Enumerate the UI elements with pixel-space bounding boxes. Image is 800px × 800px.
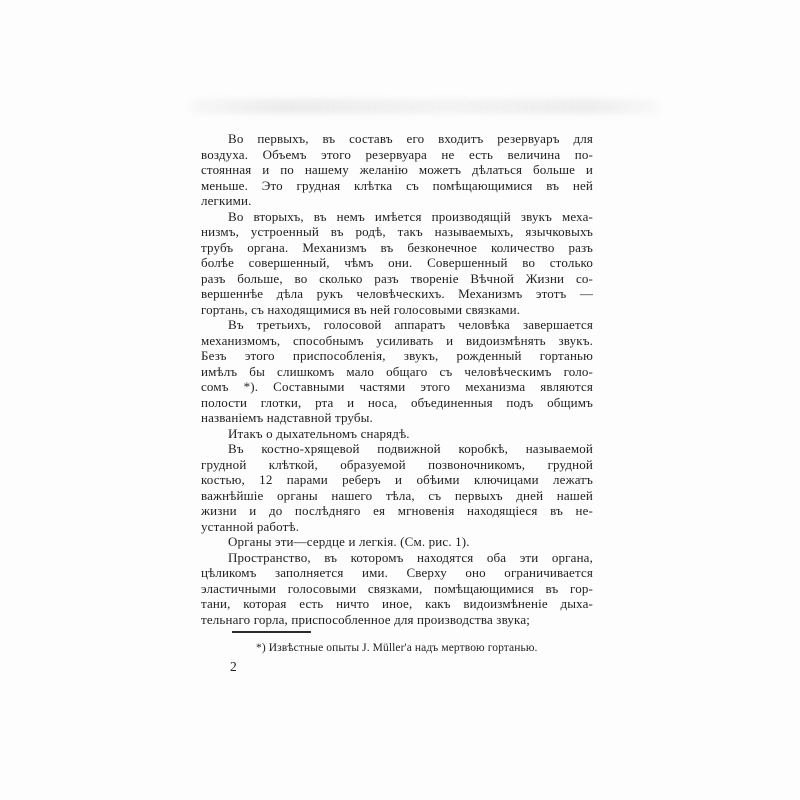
text-line: Во первыхъ, въ составъ его входитъ резервуаръ для	[228, 131, 593, 146]
text-line: Пространство, въ которомъ находятся оба эти органа,	[228, 549, 593, 565]
text-line: воздуха. Объемъ этого резервуара не есть величина по-	[201, 146, 593, 162]
text-line: Безъ этого приспособленія, звукъ, рожденный гортанью	[201, 348, 593, 363]
paragraph	[201, 131, 593, 209]
text-line: гортань, съ находящимися въ ней голосовыми связками.	[201, 301, 521, 317]
text-line: жизни и до послѣдняго ея мгновенія находящіеся въ не-	[201, 503, 593, 518]
text-line: грудной клѣткой, образуемой позвоночникомъ, грудной	[201, 456, 593, 472]
text-line: названіемъ надставной трубы.	[201, 410, 373, 425]
text-line: трубъ органа. Механизмъ въ безконечное количество разъ	[201, 239, 593, 255]
footnote-divider	[232, 631, 311, 633]
paragraph	[201, 317, 593, 426]
text-line: костью, 12 парами реберъ и обѣими ключицами лежатъ	[201, 472, 593, 487]
page-number: 2	[230, 659, 237, 674]
text-line: Органы эти—сердце и легкія. (См. рис. 1).	[228, 534, 470, 549]
text-line: меньше. Это грудная клѣтка съ помѣщающимися въ ней	[201, 177, 593, 193]
text-line: эластичными голосовыми связками, помѣщающимися въ гор-	[201, 580, 593, 596]
text-line: Въ третьихъ, голосовой аппаратъ человѣка завершается	[228, 317, 593, 332]
text-line: легкими.	[201, 193, 252, 208]
paragraph	[201, 209, 593, 318]
text-line: полости глотки, рта и носа, объединенныя подъ общимъ	[201, 394, 593, 410]
text-line: Итакъ о дыхательномъ снарядѣ.	[228, 425, 410, 441]
paragraph	[201, 426, 593, 442]
text-line: Въ костно-хрящевой подвижной коробкѣ, называемой	[228, 441, 593, 456]
paragraph	[201, 534, 593, 550]
text-line: цѣликомъ заполняется ими. Сверху оно ограничивается	[201, 565, 593, 580]
text-line: вершеннѣе дѣла рукъ человѣческихъ. Механизмъ этотъ —	[201, 286, 593, 301]
footnote-text: *) Извѣстные опыты J. Müller'а надъ мертвою гортанью.	[256, 642, 538, 654]
text-line: разъ больше, во сколько разъ твореніе Вѣчной Жизни со-	[201, 270, 593, 286]
text-line: болѣе совершенный, чѣмъ они. Совершенный во столько	[201, 255, 593, 270]
text-line: важнѣйшіе органы нашего тѣла, съ первыхъ дней нашей	[201, 487, 593, 503]
text-line: тани, которая есть ничто иное, какъ видоизмѣненіе дыха-	[201, 596, 593, 611]
paragraph	[201, 441, 593, 534]
text-line: имѣлъ бы слишкомъ мало общаго съ человѣческимъ голо-	[201, 363, 593, 379]
scan-artifact-band	[190, 99, 660, 114]
text-line: Во вторыхъ, въ немъ имѣется производящій звукъ меха-	[228, 208, 593, 224]
text-line: низмъ, устроенный въ родѣ, такъ называемыхъ, язычковыхъ	[201, 224, 593, 239]
text-line: механизмомъ, способнымъ усиливать и видоизмѣнять звукъ.	[201, 332, 593, 348]
text-line: стоянная и по нашему желанію можетъ дѣлаться больше и	[201, 162, 593, 177]
text-line: сомъ *). Составными частями этого механизма являются	[201, 379, 593, 394]
text-line: тельнаго горла, приспособленное для производства звука;	[201, 611, 531, 627]
paragraph	[201, 550, 593, 628]
text-line: устанной работѣ.	[201, 518, 300, 534]
page-text-block	[201, 131, 593, 627]
